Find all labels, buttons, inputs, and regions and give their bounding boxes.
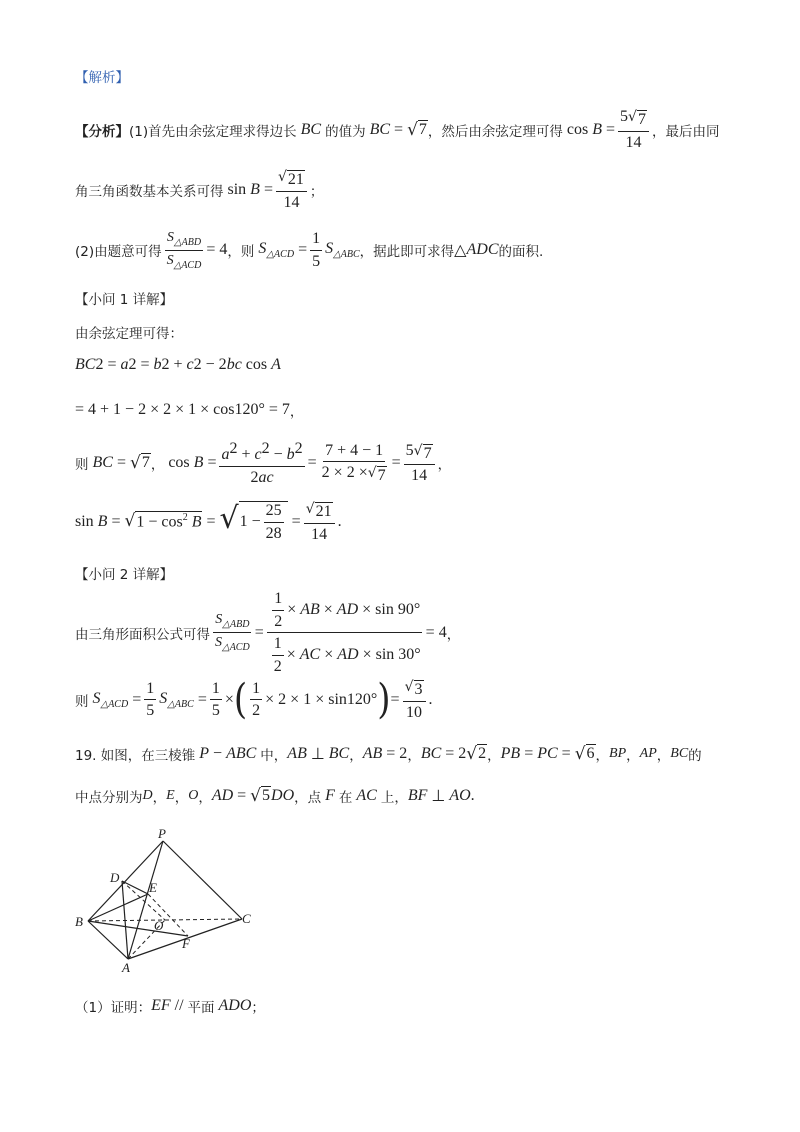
jiexi-label: 【解析】 — [75, 70, 129, 86]
label-C: C — [242, 911, 251, 926]
edge-EB — [88, 894, 148, 921]
label-D: D — [110, 870, 120, 885]
analysis-line-3: (2)由题意可得 $\frac{S_{\triangle ABD}}{S_{\triangle ACD}}$ = 4 ，则 $S_{\triangle ACD}$ = $\frac{1}{5}$ $S_{\triangle ABC}$ ，据此即可求得 △ ADC 的面积. — [75, 230, 544, 271]
part-1-line: （1）证明： EF // 平面 ADO ； — [75, 997, 265, 1016]
analysis-line-1: 【分析】 (1)首先由余弦定理求得边长 BC 的值为 BC = √ 7 ，然后由余弦定理可得 cos B = 5 √ 7 14 ，最后由同 — [75, 108, 720, 151]
edge-DE — [122, 881, 148, 894]
label-A: A — [122, 960, 130, 975]
q2-header: 【小问 2 详解】 — [75, 567, 174, 583]
problem-19-line-1: 19. 如图，在三棱锥 P − ABC 中， AB ⊥ BC ， AB = 2 ， BC = 2 √ 2 ， PB = PC = √ 6 ， BP ， AP ， BC 的 — [75, 744, 702, 764]
q1-eq-3: 则 BC = √ 7 ， cos B = $\frac{a^2 + c^2 - b^2}{2ac}$ = 7 + 4 − 1 2 × 2 × √ 7 = 5 √ 7 14 ， — [75, 440, 452, 486]
edge-DA — [122, 881, 128, 959]
edge-DO — [122, 881, 165, 920]
label-P: P — [158, 826, 166, 841]
q1-intro: 由余弦定理可得： — [75, 326, 183, 342]
tetrahedron-figure — [70, 826, 270, 976]
q1-eq-2: = 4 + 1 − 2 × 2 × 1 × cos120° = 7 ， — [75, 401, 304, 420]
q2-eq-2: 则 $S_{\triangle ACD}$ = $\frac{1}{5}$ $S_{\triangle ABC}$ = $\frac{1}{5}$ × ( $\frac{1}{2}$ × 2 × 1 × sin120° ) = √ 3 10 . — [75, 675, 433, 724]
analysis-line-2: 角三角函数基本关系可得 sin B = √ 21 14 ； — [75, 169, 324, 211]
label-F: F — [182, 936, 190, 951]
q1-eq-1: BC 2 = a 2 = b 2 + c 2 − 2 bc cos A — [75, 356, 281, 373]
label-E: E — [149, 880, 157, 895]
solution-header — [75, 66, 129, 86]
label-B: B — [75, 914, 83, 929]
analysis-head: 【分析】 — [75, 123, 129, 140]
problem-19-line-2: 中点分别为 D ， E ， O ， AD = √ 5 DO ，点 F 在 AC 上， BF ⊥ AO . — [75, 786, 475, 806]
label-O: O — [154, 918, 164, 933]
edge-PC — [163, 841, 242, 919]
q1-header: 【小问 1 详解】 — [75, 292, 174, 308]
q2-eq-1: 由三角形面积公式可得 $\frac{S_{\triangle ABD}}{S_{\triangle ACD}}$ = $\frac{1}{2}$ × AB × AD × sin 90° $\frac{1}{2}$ × AC × AD × sin 30° = 4 ， — [75, 590, 461, 675]
q1-eq-4: sin B = √ $1 - \cos^2 B$ = √ 1 − $\frac{25}{28}$ = √ 21 14 . — [75, 501, 342, 543]
